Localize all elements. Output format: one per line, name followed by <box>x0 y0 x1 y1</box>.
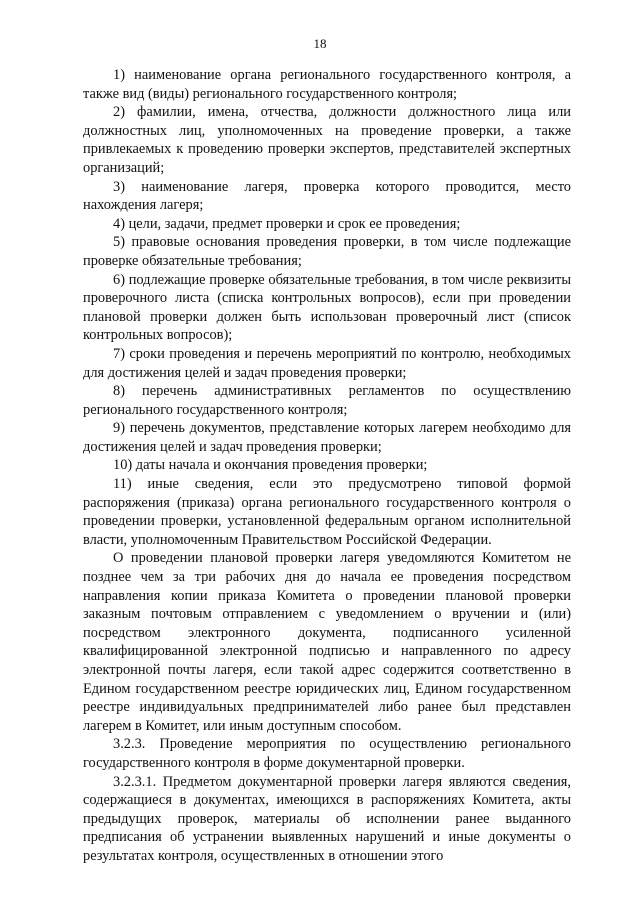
paragraph-item-7: 7) сроки проведения и перечень мероприятий по контролю, необходимых для достижения целей и задач проведения проверки; <box>83 345 571 381</box>
paragraph-notification: О проведении плановой проверки лагеря уведомляются Комитетом не позднее чем за три рабочих дня до начала ее проведения посредством направления копии приказа Комитета о проведении плановой проверки заказным почтовым отправлением с уведомлением о вручении и (или) посредством электронного документа, подписанного усиленной квалифицированной электронной подписью и направленного по адресу электронной почты лагеря, если такой адрес содержится соответственно в Едином государственном реестре юридических лиц, Едином государственном реестре индивидуальных предпринимателей либо ранее был представлен лагерем в Комитет, или иным доступным способом. <box>83 550 571 734</box>
paragraph-item-9: 9) перечень документов, представление которых лагерем необходимо для достижения целей и задач проведения проверки; <box>83 420 571 455</box>
body-text <box>83 66 571 866</box>
paragraph-item-2: 2) фамилии, имена, отчества, должности должностного лица или должностных лиц, уполномоченных на проведение проверки, а также привлекаемых к проведению проверки экспертов, представителей экспертных организаций; <box>83 104 571 176</box>
paragraph-3-2-3-1: 3.2.3.1. Предметом документарной проверки лагеря являются сведения, содержащиеся в документах, имеющихся в распоряжениях Комитета, акты предыдущих проверок, материалы об исполнении ранее выданного предписания об устранении выявленных нарушений и иные документы о результатах контроля, осуществленных в отношении этого <box>83 773 571 864</box>
paragraph-3-2-3: 3.2.3. Проведение мероприятия по осуществлению регионального государственного контроля в форме документарной проверки. <box>83 736 571 771</box>
paragraph-item-6: 6) подлежащие проверке обязательные требования, в том числе реквизиты проверочного листа (списка контрольных вопросов), если при проведении плановой проверки должен быть использован проверочный лист (список контрольных вопросов); <box>83 271 571 344</box>
paragraph-item-11: 11) иные сведения, если это предусмотрено типовой формой распоряжения (приказа) органа регионального государственного контроля о проведении проверки, установленной федеральным органом исполнительной власти, уполномоченным Правительством Российской Федерации. <box>83 476 571 548</box>
paragraph-item-1: 1) наименование органа регионального государственного контроля, а также вид (виды) регионального государственного контроля; <box>83 67 571 102</box>
paragraph-item-8: 8) перечень административных регламентов по осуществлению регионального государственного контроля; <box>83 383 571 418</box>
page-number: 18 <box>313 36 327 51</box>
paragraph-item-10: 10) даты начала и окончания проведения проверки; <box>113 457 428 474</box>
paragraph-item-3: 3) наименование лагеря, проверка которого проводится, место нахождения лагеря; <box>83 178 571 214</box>
paragraph-item-4: 4) цели, задачи, предмет проверки и срок ее проведения; <box>113 215 461 232</box>
paragraph-item-5: 5) правовые основания проведения проверки, в том числе подлежащие проверке обязательные требования; <box>83 234 571 269</box>
